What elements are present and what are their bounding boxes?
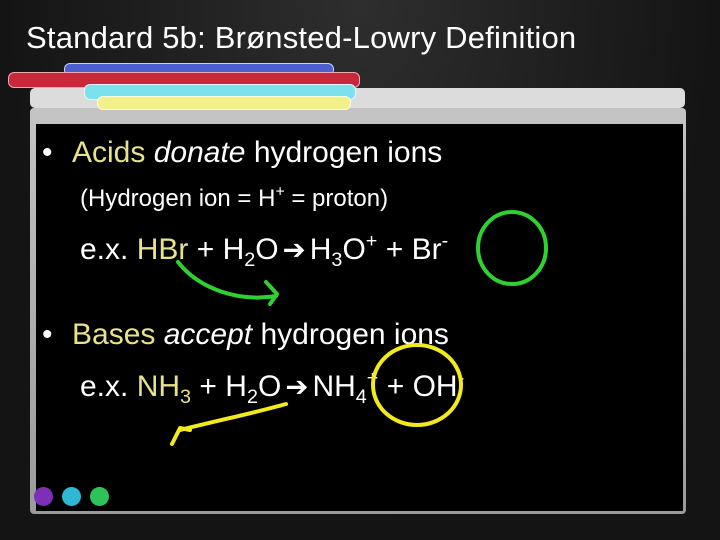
bromide-formula: Br- xyxy=(411,230,449,266)
plus-sign: + xyxy=(385,233,404,266)
ammonia-formula: $NH_3$ xyxy=(136,370,192,408)
acids-verb: donate xyxy=(153,136,246,169)
plus-sign: + xyxy=(196,233,215,266)
acids-rest: hydrogen ions xyxy=(253,136,443,169)
ammonium-formula: $NH_4^+$ xyxy=(312,367,379,408)
acids-definition xyxy=(72,136,442,170)
reaction-arrow: ➔ xyxy=(282,234,306,265)
nav-dot-green xyxy=(90,487,109,506)
slide-title: Standard 5b: Brønsted-Lowry Definition xyxy=(26,20,577,55)
hydronium-formula: $H_3O^+$ xyxy=(309,230,378,271)
water-formula: $H_2O$ xyxy=(225,370,282,408)
note-charge: + xyxy=(275,183,285,201)
base-example-equation xyxy=(80,367,465,408)
bases-verb: accept xyxy=(163,318,253,351)
plus-sign: + xyxy=(386,370,405,403)
bullet-symbol: • xyxy=(42,318,53,351)
acids-subject: Acids xyxy=(72,136,146,169)
hydroxide-formula: OH- xyxy=(412,367,465,403)
acid-example-prefix: e.x. xyxy=(80,233,129,266)
reaction-arrow: ➔ xyxy=(285,371,309,402)
note-prefix: (Hydrogen ion = H xyxy=(80,185,276,212)
acid-example-equation xyxy=(80,230,449,271)
acid-formula: HBr xyxy=(136,233,189,266)
decorative-bar-yellow xyxy=(97,96,351,110)
note-suffix: = proton) xyxy=(284,185,389,212)
nav-dot-purple xyxy=(34,487,53,506)
bases-definition xyxy=(72,318,449,352)
base-example-prefix: e.x. xyxy=(80,370,129,403)
nav-dot-cyan xyxy=(62,487,81,506)
hydrogen-ion-note xyxy=(80,185,388,213)
water-formula: $H_2O$ xyxy=(222,233,279,271)
bases-subject: Bases xyxy=(72,318,156,351)
plus-sign: + xyxy=(199,370,217,403)
bullet-symbol: • xyxy=(42,136,53,169)
bases-rest: hydrogen ions xyxy=(260,318,449,351)
